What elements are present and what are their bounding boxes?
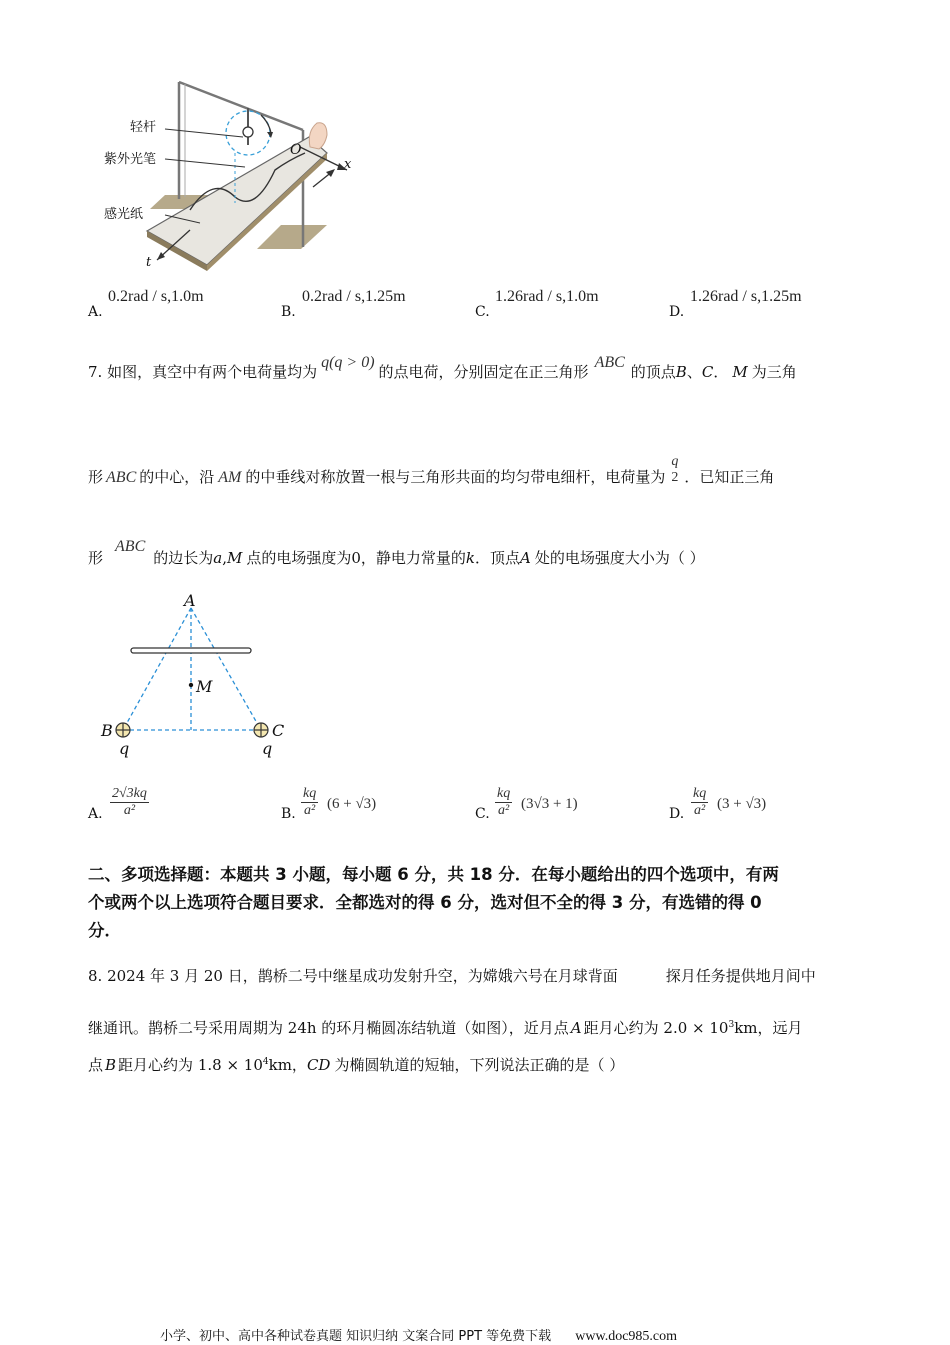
q6-option-c-letter: C. (475, 304, 490, 320)
q7-var: B (675, 363, 687, 381)
fraction-numerator: q (671, 454, 679, 469)
q7-text: ．已知正三角 (684, 468, 775, 486)
q7-option-b-letter: B. (281, 806, 296, 822)
q8-text: 探月任务提供地月间中 (665, 967, 816, 985)
q7-text: 形 (88, 468, 104, 486)
q7-text: 为三角 (751, 363, 797, 381)
q7-var: k (465, 549, 476, 567)
q7-text: 的点电荷，分别固定在正三角形 (378, 363, 589, 381)
q8-text: 距月心约为 1.8 × 10 (118, 1056, 263, 1074)
q6-option-b-letter: B. (281, 304, 296, 320)
q7-text: 的顶点 (630, 363, 676, 381)
q8-line-2 (88, 1015, 803, 1038)
label-pen: 紫外光笔 (104, 152, 157, 167)
q7-option-d-tail: (3 + √3) (717, 796, 767, 812)
q6-option-a[interactable] (88, 288, 268, 324)
leader-rod (165, 129, 243, 137)
q7-fraction-q-over-2 (669, 454, 680, 486)
apparatus-figure (95, 75, 375, 275)
q7-text: 的中心，沿 (139, 468, 215, 486)
fraction-numerator: 2√3kq (112, 786, 147, 801)
q6-option-b-value: 0.2rad / s,1.25m (302, 288, 406, 305)
triangle-figure (95, 590, 295, 760)
base-pad-right (257, 225, 327, 249)
q6-option-b[interactable] (281, 288, 461, 324)
charge-b-icon (116, 723, 130, 737)
q8-var: CD (306, 1056, 331, 1074)
label-vertex-b: B (101, 721, 113, 740)
hand-icon (309, 123, 327, 149)
charge-c-icon (254, 723, 268, 737)
q7-option-a-fraction (110, 786, 149, 819)
pivot (243, 127, 253, 137)
q7-option-b-fraction (301, 786, 318, 819)
q7-text: 的中垂线对称放置一根与三角形共面的均匀带电细杆，电荷量为 (245, 468, 666, 486)
q7-text: 的边长为 (153, 549, 214, 567)
label-vertex-a: A (184, 591, 196, 610)
q7-option-d[interactable] (669, 784, 849, 830)
q7-text: 处的电场强度大小为（ ） (534, 549, 705, 567)
q7-var: A (520, 549, 531, 567)
q7-text: , (222, 549, 227, 567)
q7-option-c[interactable] (475, 784, 655, 830)
label-center-m: M (196, 677, 213, 696)
q8-text: 继通讯。鹊桥二号采用周期为 24h 的环月椭圆冻结轨道（如图），近月点 (88, 1019, 569, 1037)
label-rod: 轻杆 (130, 120, 157, 135)
q6-option-d-value: 1.26rad / s,1.25m (690, 288, 802, 305)
label-vertex-c: C (272, 721, 285, 740)
center-point-m (189, 683, 193, 687)
q8-var: A (570, 1019, 582, 1037)
q7-math-charge: q(q > 0) (321, 354, 375, 371)
q6-option-a-letter: A. (88, 304, 103, 320)
q7-text: 7. 如图，真空中有两个电荷量均为 (88, 363, 318, 381)
q8-text: km，远月 (734, 1019, 803, 1037)
fraction-denominator: 2 (671, 470, 679, 485)
q6-option-d[interactable] (669, 288, 849, 324)
q7-option-d-letter: D. (669, 806, 685, 822)
q7-var: M (226, 549, 243, 567)
q8-text: 为椭圆轨道的短轴，下列说法正确的是（ ） (334, 1056, 625, 1074)
q7-var: a (213, 549, 223, 567)
q7-text: 、 (686, 363, 702, 381)
q7-option-a-letter: A. (88, 806, 103, 822)
fraction-numerator: kq (303, 786, 317, 801)
q7-var: C (701, 363, 714, 381)
label-charge-b: q (119, 739, 130, 758)
q7-option-c-letter: C. (475, 806, 490, 822)
q8-text: 距月心约为 2.0 × 10 (583, 1019, 729, 1037)
q7-line-1 (88, 354, 797, 383)
q8-line-1 (88, 966, 816, 986)
q7-option-a[interactable] (88, 784, 268, 830)
q7-text: ． (713, 363, 729, 381)
q7-line-3 (88, 538, 705, 569)
q8-exponent: 4 (262, 1057, 269, 1067)
q7-text: 0 (351, 549, 361, 567)
section-2-heading-line-3: 分． (88, 921, 121, 940)
q7-text: ，静电力常量的 (360, 549, 466, 567)
q6-option-a-value: 0.2rad / s,1.0m (108, 288, 204, 305)
footer-link[interactable]: www.doc985.com (575, 1329, 678, 1344)
q6-option-d-letter: D. (669, 304, 685, 320)
q7-math-am: AM (218, 469, 242, 486)
fraction-denominator: a² (495, 802, 512, 819)
label-t-axis: t (146, 255, 152, 270)
q7-option-b-tail: (6 + √3) (327, 796, 377, 812)
q7-math-triangle-2: ABC (106, 469, 137, 486)
fraction-denominator: a² (691, 802, 708, 819)
q7-text: ．顶点 (475, 549, 521, 567)
q8-text: km， (268, 1056, 307, 1074)
q8-text: 8. 2024 年 3 月 20 日，鹊桥二号中继星成功发射升空，为嫦娥六号在月球背面 (88, 967, 618, 985)
fraction-numerator: kq (497, 786, 511, 801)
q6-option-c[interactable] (475, 288, 655, 324)
footer (160, 1325, 677, 1345)
q7-option-d-fraction (691, 786, 708, 819)
q7-option-c-tail: (3√3 + 1) (521, 796, 578, 812)
q7-line-2 (88, 454, 775, 494)
leader-pen (165, 159, 245, 167)
rotation-arrowhead (267, 132, 273, 138)
footer-text: 小学、初中、高中各种试卷真题 知识归纳 文案合同 PPT 等免费下载 (160, 1329, 552, 1344)
charged-rod (131, 648, 251, 653)
q7-var: M (732, 363, 748, 381)
q8-exponent: 3 (728, 1020, 735, 1030)
frame-top-bar (179, 82, 303, 130)
q7-text: 形 (88, 549, 104, 567)
q6-option-c-value: 1.26rad / s,1.0m (495, 288, 599, 305)
triangle-side-ac (191, 608, 261, 730)
q8-var: B (105, 1056, 117, 1074)
q7-option-b[interactable] (281, 784, 461, 830)
q7-option-c-fraction (495, 786, 512, 819)
section-2-heading-line-2: 个或两个以上选项符合题目要求．全都选对的得 6 分，选对但不全的得 3 分，有选错的得 0 (88, 893, 762, 912)
fraction-numerator: kq (693, 786, 707, 801)
section-2-heading-line-1: 二、多项选择题：本题共 3 小题，每小题 6 分，共 18 分．在每小题给出的四个选项中，有两 (88, 865, 779, 884)
label-charge-c: q (262, 739, 273, 758)
section-2-heading (88, 861, 868, 945)
q7-math-triangle-3: ABC (115, 538, 146, 555)
triangle-side-ab (123, 608, 191, 730)
q8-line-3 (88, 1052, 624, 1075)
label-origin: O (290, 142, 302, 158)
q8-text: 点 (88, 1056, 104, 1074)
label-x-axis: x (344, 157, 352, 172)
q7-text: 点的电场强度为 (246, 549, 352, 567)
fraction-denominator: a² (301, 802, 318, 819)
fraction-denominator: a² (110, 802, 149, 819)
q7-math-triangle: ABC (594, 354, 625, 371)
label-paper: 感光纸 (104, 207, 144, 222)
